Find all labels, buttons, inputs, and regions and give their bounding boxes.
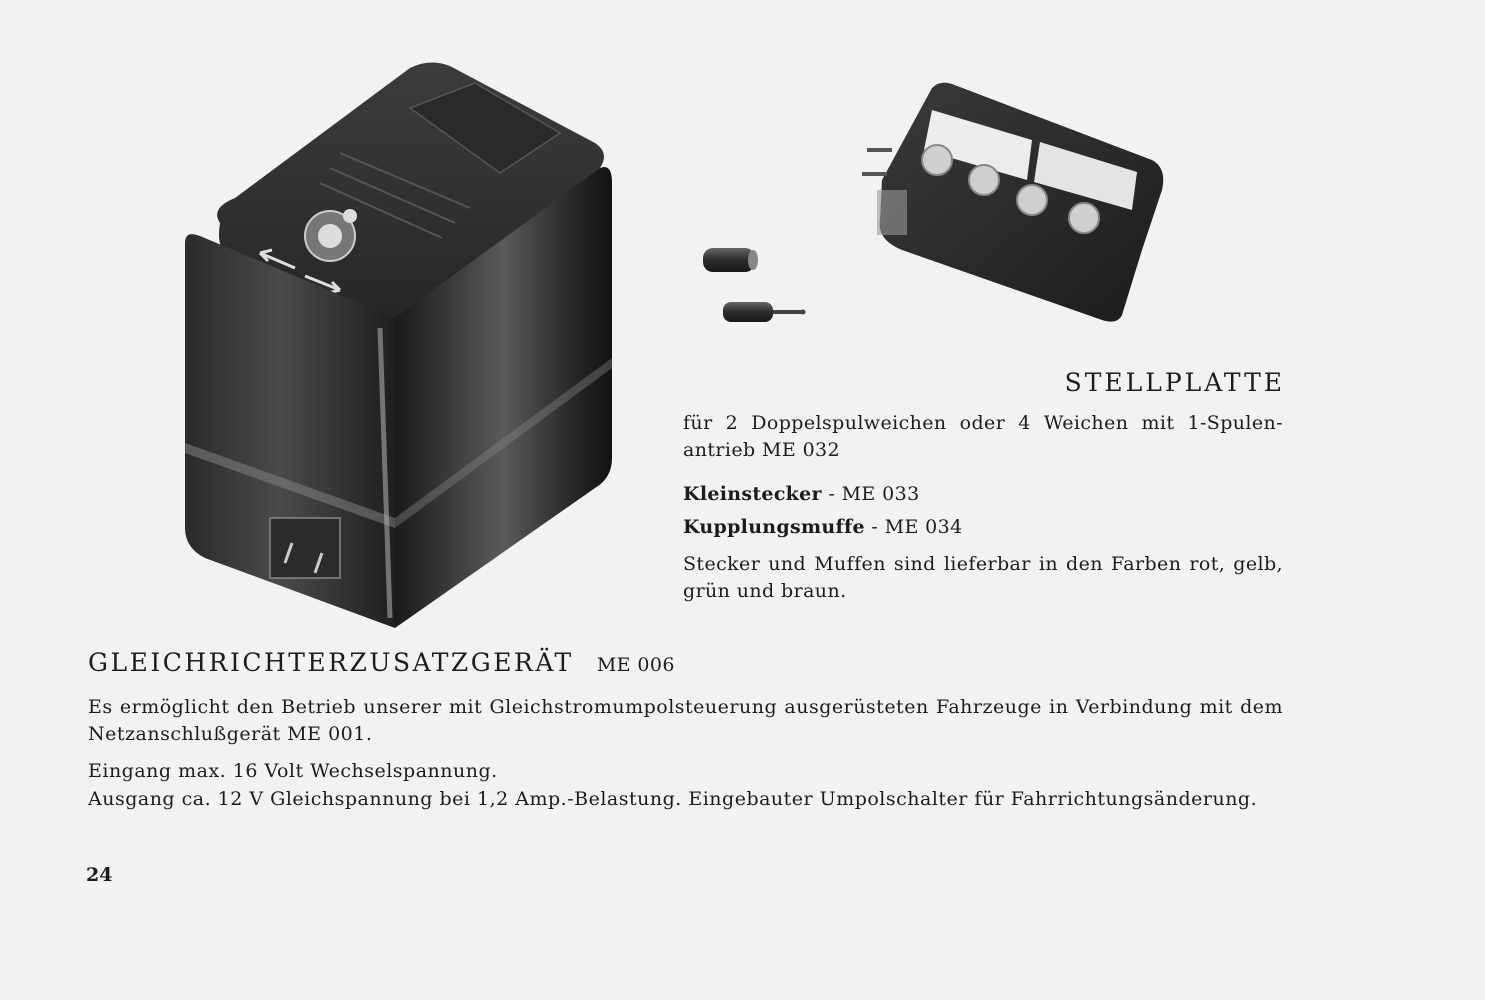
- gleichrichter-title: GLEICHRICHTERZUSATZGERÄT: [88, 648, 574, 677]
- kleinstecker-item: [683, 483, 920, 505]
- gleichrichter-description: Es ermöglicht den Betrieb unserer mit Gleichstromumpolsteuerung ausgerüsteten Fahrzeuge in Verbindung mit dem Netzanschlußgerät ME 001.: [88, 696, 1283, 745]
- kupplungsmuffe-code: - ME 034: [871, 516, 963, 538]
- kupplungsmuffe-name: Kupplungsmuffe: [683, 516, 865, 538]
- plugs-photo: [695, 238, 815, 333]
- stellplatte-color-note: Stecker und Muffen sind lieferbar in den Farben rot, gelb, grün und braun.: [683, 553, 1283, 602]
- rectifier-unit-photo: [180, 58, 620, 633]
- gleichrichter-heading: [88, 648, 675, 677]
- gleichrichter-input-spec: Eingang max. 16 Volt Wechselspannung.: [88, 760, 498, 782]
- stellplatte-heading: STELLPLATTE: [1064, 368, 1285, 397]
- stellplatte-description: für 2 Doppelspulweichen oder 4 Weichen mit 1-Spulen-antrieb ME 032: [683, 412, 1283, 461]
- stellplatte-photo: [862, 80, 1177, 325]
- gleichrichter-code: ME 006: [596, 654, 675, 676]
- gleichrichter-output-spec: Ausgang ca. 12 V Gleichspannung bei 1,2 Amp.-Belastung. Eingebauter Umpolschalter für Fahrrichtungsänderung.: [88, 788, 1258, 810]
- page-number: 24: [86, 864, 113, 886]
- kupplungsmuffe-item: [683, 516, 963, 538]
- kleinstecker-name: Kleinstecker: [683, 483, 822, 505]
- kleinstecker-code: - ME 033: [828, 483, 920, 505]
